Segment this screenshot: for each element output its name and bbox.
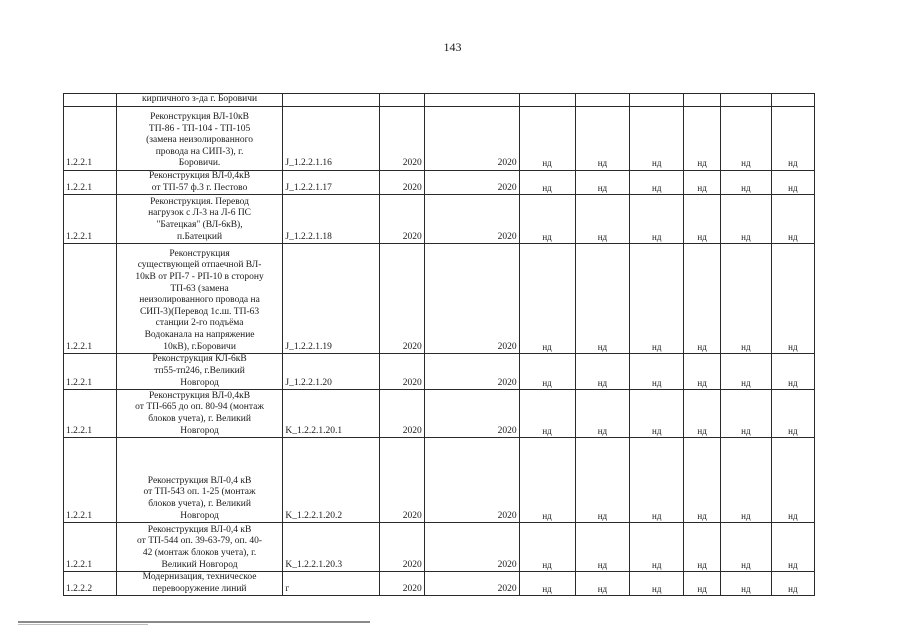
description-line: Великий Новгород: [161, 559, 238, 570]
no-data-cell: нд: [630, 195, 684, 244]
description-line: кирпичного з-да г. Боровичи: [142, 94, 258, 105]
no-data-cell: нд: [721, 390, 772, 438]
row-description: [116, 107, 283, 171]
no-data-cell: нд: [721, 107, 772, 171]
description-line: Новгород: [180, 377, 219, 388]
row-description: [116, 572, 283, 596]
description-line: от ТП-543 оп. 1-25 (монтаж: [143, 487, 256, 498]
description-line: провода на СИП-3), г.: [155, 146, 244, 157]
no-data-cell: нд: [684, 390, 721, 438]
description-line: от ТП-665 до оп. 80-94 (монтаж: [135, 402, 264, 413]
row-description: [116, 244, 283, 354]
description-line: "Батецкая" (ВЛ-6кВ),: [156, 220, 243, 230]
no-data-cell: нд: [630, 107, 684, 171]
no-data-cell: нд: [771, 438, 814, 523]
description-line: блоков учета), г. Великий: [148, 499, 251, 509]
description-line: от ТП-544 оп. 39-63-79, оп. 40-: [137, 536, 263, 547]
no-data-cell: нд: [575, 390, 630, 438]
no-data-cell: нд: [684, 171, 721, 195]
row-end-year: 2020: [424, 523, 519, 572]
description-line: Реконструкция КЛ-6кВ: [152, 354, 247, 365]
no-data-cell: нд: [721, 244, 772, 354]
table-row: [64, 390, 815, 438]
row-code: 1.2.2.1: [64, 438, 117, 523]
description-line: 10кВ), г.Боровичи: [163, 341, 236, 352]
no-data-cell: нд: [519, 390, 575, 438]
no-data-cell: [684, 94, 721, 107]
row-end-year: 2020: [424, 195, 519, 244]
row-end-year: 2020: [424, 244, 519, 354]
no-data-cell: нд: [575, 438, 630, 523]
row-description: [116, 94, 283, 107]
no-data-cell: нд: [721, 195, 772, 244]
row-end-year: 2020: [424, 107, 519, 171]
no-data-cell: нд: [771, 390, 814, 438]
no-data-cell: нд: [630, 523, 684, 572]
row-code: 1.2.2.1: [64, 523, 117, 572]
description-line: Модернизация, техническое: [142, 572, 257, 583]
row-identifier: J_1.2.2.1.20: [283, 354, 380, 390]
no-data-cell: нд: [684, 354, 721, 390]
no-data-cell: нд: [630, 171, 684, 195]
row-end-year: 2020: [424, 390, 519, 438]
no-data-cell: нд: [721, 354, 772, 390]
description-line: Реконструкция ВЛ-0,4кВ: [148, 171, 251, 181]
row-identifier: J_1.2.2.1.16: [283, 107, 380, 171]
description-line: станции 2-го подъёма: [155, 318, 244, 329]
row-code: [64, 94, 117, 107]
no-data-cell: нд: [575, 523, 630, 572]
table-row: [64, 572, 815, 596]
description-line: неизолированного провода на: [139, 295, 260, 306]
row-code: 1.2.2.1: [64, 390, 117, 438]
no-data-cell: нд: [519, 572, 575, 596]
row-end-year: 2020: [424, 572, 519, 596]
description-line: перевооружение линий: [152, 583, 247, 594]
no-data-cell: [721, 94, 772, 107]
description-line: Новгород: [180, 510, 219, 521]
no-data-cell: нд: [721, 171, 772, 195]
no-data-cell: нд: [575, 354, 630, 390]
row-start-year: 2020: [380, 171, 424, 195]
row-start-year: 2020: [380, 354, 424, 390]
row-description: [116, 523, 283, 572]
no-data-cell: нд: [684, 107, 721, 171]
table-row: [64, 171, 815, 195]
description-line: Реконструкция ВЛ-0,4кВ: [148, 390, 251, 401]
description-line: п.Батецкий: [176, 231, 223, 242]
no-data-cell: нд: [771, 107, 814, 171]
table-row: [64, 195, 815, 244]
row-description: [116, 171, 283, 195]
no-data-cell: нд: [721, 572, 772, 596]
table-row: [64, 354, 815, 390]
no-data-cell: нд: [519, 171, 575, 195]
row-identifier: K_1.2.2.1.20.3: [283, 523, 380, 572]
no-data-cell: нд: [519, 354, 575, 390]
no-data-cell: нд: [519, 195, 575, 244]
no-data-cell: [630, 94, 684, 107]
table-row: [64, 94, 815, 107]
description-line: Реконструкция: [169, 248, 230, 259]
row-end-year: 2020: [424, 171, 519, 195]
table-row: [64, 244, 815, 354]
description-line: Реконструкция ВЛ-0,4 кВ: [147, 475, 252, 486]
scan-edge-line: [18, 621, 370, 623]
description-line: ТП-63 (замена: [170, 283, 229, 294]
description-line: Новгород: [180, 425, 219, 436]
description-line: ТП-86 - ТП-104 - ТП-105: [148, 123, 251, 134]
no-data-cell: нд: [575, 572, 630, 596]
no-data-cell: нд: [630, 354, 684, 390]
page-number: 143: [443, 40, 462, 54]
row-start-year: 2020: [380, 244, 424, 354]
row-code: 1.2.2.1: [64, 171, 117, 195]
row-end-year: 2020: [424, 354, 519, 390]
row-identifier: K_1.2.2.1.20.2: [283, 438, 380, 523]
no-data-cell: нд: [684, 523, 721, 572]
table-row: [64, 438, 815, 523]
no-data-cell: нд: [630, 572, 684, 596]
no-data-cell: нд: [630, 390, 684, 438]
row-description: [116, 390, 283, 438]
no-data-cell: нд: [575, 171, 630, 195]
row-identifier: J_1.2.2.1.18: [283, 195, 380, 244]
row-code: 1.2.2.1: [64, 107, 117, 171]
description-line: блоков учета), г. Великий: [148, 414, 251, 424]
description-line: (замена неизолированного: [146, 135, 254, 146]
no-data-cell: нд: [721, 438, 772, 523]
description-line: Реконструкция. Перевод: [150, 196, 249, 207]
no-data-cell: нд: [684, 195, 721, 244]
scan-edge-line-secondary: [18, 624, 148, 625]
no-data-cell: нд: [519, 523, 575, 572]
description-line: Реконструкция ВЛ-0,4 кВ: [147, 524, 252, 535]
row-start-year: 2020: [380, 523, 424, 572]
no-data-cell: нд: [519, 438, 575, 523]
no-data-cell: нд: [684, 572, 721, 596]
no-data-cell: нд: [575, 244, 630, 354]
row-start-year: 2020: [380, 107, 424, 171]
no-data-cell: нд: [684, 438, 721, 523]
row-start-year: 2020: [380, 390, 424, 438]
no-data-cell: [771, 94, 814, 107]
no-data-cell: [575, 94, 630, 107]
no-data-cell: нд: [575, 195, 630, 244]
no-data-cell: нд: [519, 107, 575, 171]
description-line: Реконструкция ВЛ-10кВ: [150, 112, 249, 123]
row-identifier: J_1.2.2.1.19: [283, 244, 380, 354]
row-start-year: 2020: [380, 572, 424, 596]
description-line: 10кВ от РП-7 - РП-10 в сторону: [135, 272, 264, 283]
no-data-cell: нд: [630, 244, 684, 354]
no-data-cell: нд: [771, 354, 814, 390]
description-line: 42 (монтаж блоков учета), г.: [142, 548, 257, 558]
row-code: 1.2.2.1: [64, 244, 117, 354]
no-data-cell: нд: [771, 195, 814, 244]
no-data-cell: нд: [684, 244, 721, 354]
row-identifier: [283, 94, 380, 107]
row-identifier: J_1.2.2.1.17: [283, 171, 380, 195]
no-data-cell: нд: [771, 171, 814, 195]
row-end-year: 2020: [424, 438, 519, 523]
description-line: Водоканала на напряжение: [144, 330, 255, 340]
description-line: СИП-3)(Перевод 1с.ш. ТП-63: [139, 306, 260, 317]
row-code: 1.2.2.1: [64, 354, 117, 390]
table-row: [64, 523, 815, 572]
no-data-cell: нд: [721, 523, 772, 572]
no-data-cell: нд: [771, 244, 814, 354]
row-start-year: 2020: [380, 438, 424, 523]
no-data-cell: нд: [771, 572, 814, 596]
row-start-year: 2020: [380, 195, 424, 244]
no-data-cell: [519, 94, 575, 107]
data-table: [63, 93, 815, 596]
no-data-cell: нд: [519, 244, 575, 354]
row-end-year: [424, 94, 519, 107]
row-description: [116, 354, 283, 390]
row-start-year: [380, 94, 424, 107]
no-data-cell: нд: [771, 523, 814, 572]
no-data-cell: нд: [575, 107, 630, 171]
table-row: [64, 107, 815, 171]
row-code: 1.2.2.2: [64, 572, 117, 596]
row-code: 1.2.2.1: [64, 195, 117, 244]
description-line: нагрузок с Л-3 на Л-6 ПС: [148, 208, 252, 219]
row-description: [116, 195, 283, 244]
description-line: Боровичи.: [178, 158, 221, 169]
description-line: существующей отпаечной ВЛ-: [137, 260, 262, 271]
no-data-cell: нд: [630, 438, 684, 523]
row-identifier: г: [283, 572, 380, 596]
row-description: [116, 438, 283, 523]
description-line: тп55-тп246, г.Великий: [154, 366, 245, 376]
description-line: от ТП-57 ф.3 г. Пестово: [151, 182, 248, 193]
row-identifier: K_1.2.2.1.20.1: [283, 390, 380, 438]
